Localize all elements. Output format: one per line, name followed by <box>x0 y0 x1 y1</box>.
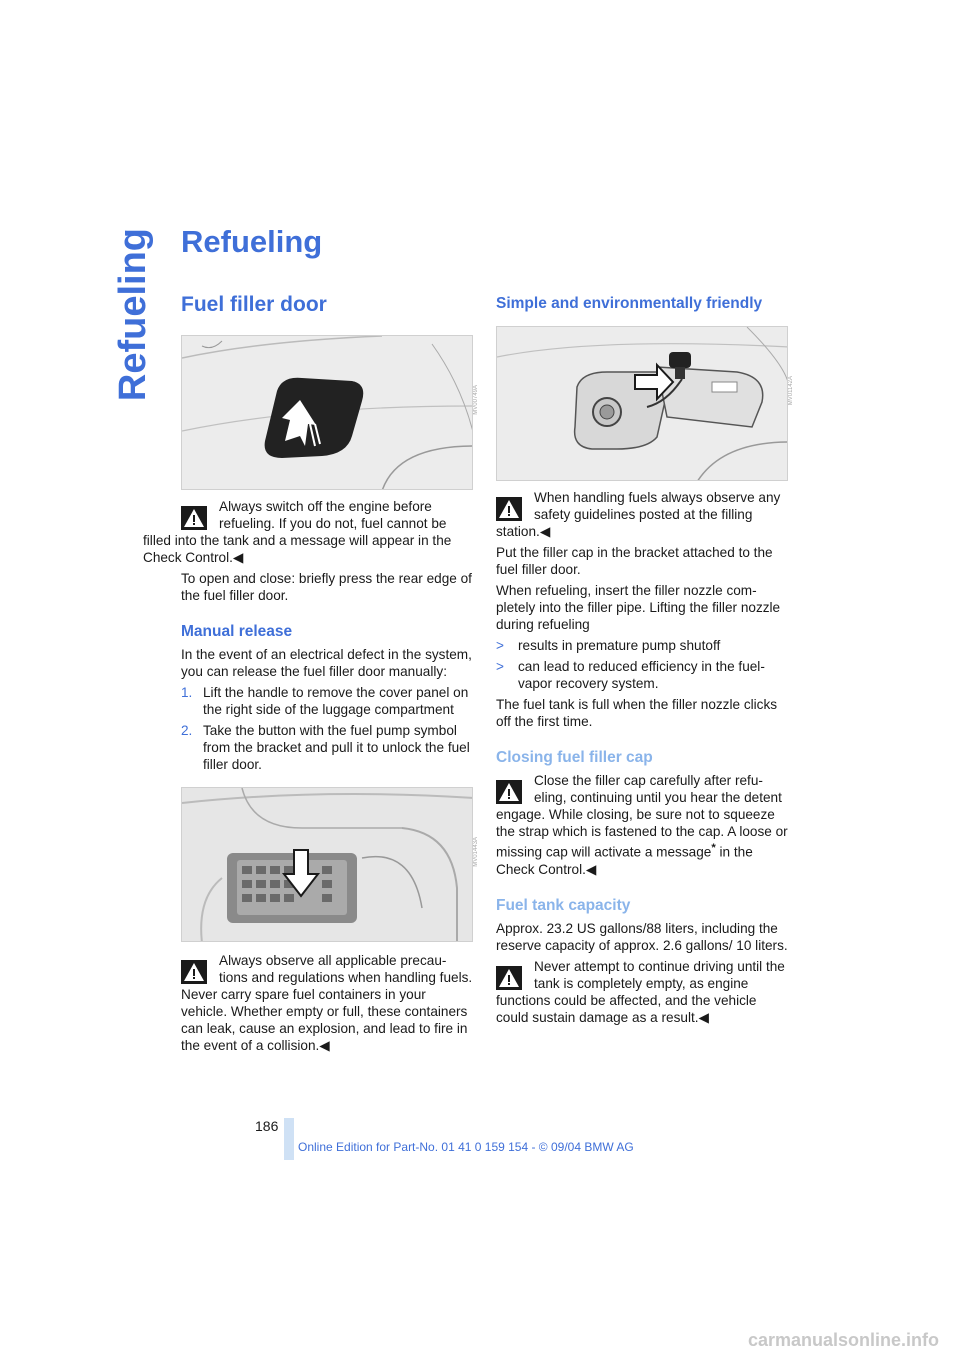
fuel-filler-door-figure <box>181 335 479 490</box>
filler-cap-bracket-text: Put the filler cap in the bracket attached to the fuel filler door. <box>496 545 773 577</box>
warning-triangle-icon <box>181 960 207 984</box>
warning-fuel-precautions: Always observe all applicable precau- tions and regulations when handling fuels. Never carry spare fuel containers in your vehicle. Whether empty or full, these containers can leak, cause an explosion, and lead to fire in the event of a collision.◀ <box>181 953 473 1053</box>
luggage-compartment-figure <box>181 787 479 942</box>
tank-capacity-text: Approx. 23.2 US gallons/88 liters, including the reserve capacity of approx. 2.6 gallons/ 10 liters. <box>496 920 788 953</box>
side-tab: Refueling <box>112 228 154 402</box>
footer-edition: Online Edition for Part-No. 01 41 0 159 154 - © 09/04 BMW AG <box>298 1140 634 1154</box>
nozzle-effects-list <box>496 637 788 692</box>
manual-release-intro: In the event of an electrical defect in the system, you can release the fuel filler door manually: <box>181 647 472 679</box>
page-number: 186 <box>255 1118 279 1134</box>
tank-capacity-heading: Fuel tank capacity <box>496 896 631 914</box>
environment-heading: Simple and environmentally friendly <box>496 295 763 312</box>
closing-cap-heading: Closing fuel filler cap <box>496 749 653 766</box>
left-column <box>143 292 479 1058</box>
warning-empty-tank: Never attempt to continue driving until the tank is completely empty, as engine functions could be affected, and the vehicle could sustain damage as a result.◀ <box>496 958 785 1025</box>
fuel-door-illustration <box>182 336 473 490</box>
refueling-nozzle-text: When refueling, insert the filler nozzle com- pletely into the filler pipe. Lifting the filler nozzle during refueling <box>496 583 781 632</box>
manual-release-steps <box>181 684 473 773</box>
list-item: 1. Lift the handle to remove the cover panel on the right side of the luggage compartment <box>181 685 469 717</box>
optional-equipment-star: * <box>711 842 716 854</box>
list-item: > results in premature pump shutoff <box>496 638 721 653</box>
warning-closing-cap: Close the filler cap carefully after refu- eling, continuing until you hear the detent engage. While closing, be sure not to squeeze the strap which is fastened to the cap. A loose or missing cap will activate a message* in the Check Control.◀ <box>496 773 788 877</box>
warning-safety-guidelines: When handling fuels always observe any safety guidelines posted at the filling station.◀ <box>496 490 781 539</box>
filler-cap-illustration <box>497 327 788 481</box>
figure-code: MV00749A <box>473 385 479 415</box>
warning-triangle-icon <box>181 506 207 530</box>
list-item: 2. Take the button with the fuel pump symbol from the bracket and pull it to unlock the fuel filler door. <box>181 723 470 772</box>
list-item: > can lead to reduced efficiency in the fuel-vapor recovery system. <box>496 659 765 691</box>
open-close-text: To open and close: briefly press the rear edge of the fuel filler door. <box>181 571 472 603</box>
figure-code: MV01443A <box>473 837 479 867</box>
tank-full-text: The fuel tank is full when the filler nozzle clicks off the first time. <box>496 697 778 729</box>
luggage-illustration <box>182 788 473 942</box>
figure-code: MV01142A <box>788 376 794 406</box>
warning-engine-off: Always switch off the engine before refueling. If you do not, fuel cannot be filled into the tank and a message will appear in the Check Control.◀ <box>143 499 452 565</box>
watermark: carmanualsonline.info <box>748 1330 940 1350</box>
warning-triangle-icon <box>496 780 522 804</box>
manual-release-heading: Manual release <box>181 623 293 640</box>
page-title: Refueling <box>181 224 323 259</box>
right-column <box>496 292 794 1030</box>
footer-bar <box>284 1118 294 1160</box>
filler-cap-figure <box>496 326 794 481</box>
warning-triangle-icon <box>496 966 522 990</box>
warning-triangle-icon <box>496 497 522 521</box>
fuel-filler-door-heading: Fuel filler door <box>181 293 327 316</box>
